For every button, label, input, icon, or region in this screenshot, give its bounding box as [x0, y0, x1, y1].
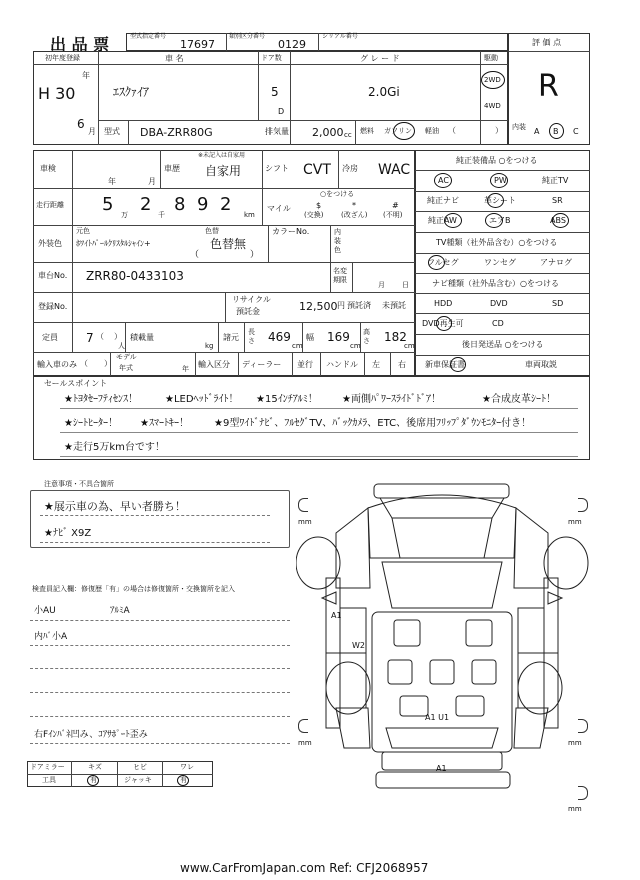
equip-aw-circle: [444, 213, 462, 228]
displacement-value: 2,000: [312, 126, 344, 139]
equip-airbag-circle: [485, 213, 503, 228]
equip-abs-circle: [552, 213, 569, 228]
rear-warranty-circle: [450, 357, 466, 372]
mileage-digit-4: 9: [197, 194, 209, 215]
equip-pw: PW: [494, 176, 507, 185]
first-reg-label: 初年度登録: [45, 54, 80, 62]
shift-value: CVT: [303, 162, 331, 178]
drive-4wd: 4WD: [484, 102, 501, 110]
inspector-line-2: 内ﾊﾞ小A: [34, 632, 68, 642]
navi-dvd-play: DVD再生可: [422, 319, 464, 328]
repaint-value: 色替無: [210, 237, 247, 251]
interior-b-circle: [549, 123, 564, 139]
rating-label: 評 価 点: [532, 38, 562, 47]
use-value: 自家用: [205, 164, 242, 178]
rear-left-bracket: [298, 719, 308, 733]
height-value: 182: [384, 330, 407, 344]
car-damage-diagram: [296, 478, 596, 808]
mileage-digit-2: 2: [140, 194, 152, 215]
capacity-value: 7: [86, 331, 94, 345]
damage-a1-left: A1: [331, 611, 342, 620]
equip-ac: AC: [438, 176, 449, 185]
first-reg-month: 6: [77, 117, 85, 131]
width-value: 169: [327, 330, 350, 344]
damage-a1-u1: A1 U1: [425, 713, 450, 722]
car-name-value: ｴｽｸｧｲｱ: [113, 85, 150, 99]
category-value: 0129: [278, 38, 306, 51]
damage-w2: W2: [352, 641, 365, 650]
ac-value: WAC: [378, 162, 411, 178]
equip-leather: 革シート: [484, 196, 516, 205]
chassis-value: ZRR80-0433103: [86, 269, 184, 283]
doors-value: 5: [271, 85, 279, 99]
tv-fullseg-circle: [428, 255, 445, 270]
first-reg-era: H 30: [38, 84, 76, 103]
notes-line-1: ★展示車の為、早い者勝ち！: [44, 500, 186, 513]
rating-value: R: [538, 69, 559, 104]
equip-ac-circle: [434, 173, 452, 188]
recycle-value: 12,500: [299, 300, 338, 313]
tools-present: 有: [90, 776, 97, 784]
equip-airbag: エアB: [489, 216, 511, 225]
grade-value: 2.0Gi: [368, 85, 400, 99]
length-value: 469: [268, 330, 291, 344]
drive-2wd: 2WD: [484, 76, 501, 84]
front-left-bracket: [298, 498, 308, 512]
tv-fullseg: フルセグ: [427, 258, 459, 267]
rear-right-bracket: [578, 719, 588, 733]
model-type-value: DBA-ZRR80G: [140, 126, 213, 139]
model-designation-value: 17697: [180, 38, 215, 51]
inspector-line-1b: ｱﾙﾐA: [110, 606, 130, 616]
model-designation-label: 型式指定番号: [130, 33, 167, 40]
mileage-digit-3: 8: [174, 194, 186, 215]
footer-watermark: www.CarFromJapan.com Ref: CFJ2068957: [180, 861, 429, 875]
sheet-title: 出 品 票: [50, 35, 110, 54]
inspector-line-3: 右Fｲﾝﾊﾞﾈ凹み、ｺｱｻﾎﾟｰﾄ歪み: [34, 730, 148, 740]
equip-leather-circle: [487, 193, 504, 208]
serial-label: シリアル番号: [322, 33, 358, 40]
inspector-line-1a: 小AU: [34, 606, 56, 616]
fuel-gasoline: ガソリン: [384, 127, 412, 135]
drive-2wd-circle: [481, 71, 505, 89]
front-right-bracket: [578, 498, 588, 512]
damage-a1-rear: A1: [436, 764, 447, 773]
equip-pw-circle: [490, 173, 508, 188]
interior-b: B: [553, 127, 559, 136]
equip-aw: 純正AW: [428, 216, 457, 225]
fuel-gas-circle: [393, 122, 415, 140]
rear-warranty: 新車保証書: [425, 360, 465, 369]
mileage-digit-1: 5: [102, 194, 114, 215]
mileage-digit-5: 2: [220, 194, 232, 215]
spare-bracket: [578, 786, 588, 800]
jack-present: 有: [180, 776, 187, 784]
navi-dvd-play-circle: [436, 316, 452, 331]
notes-line-2: ★ﾅﾋﾞ X9Z: [44, 528, 92, 539]
category-label: 類別区分番号: [229, 33, 266, 40]
notes-box: [30, 490, 290, 548]
orig-color-value: ﾎﾜｲﾄﾊﾟｰﾙｸﾘｽﾀﾙｼｬｲﾝ+: [76, 239, 151, 248]
equip-abs: ABS: [550, 216, 566, 225]
